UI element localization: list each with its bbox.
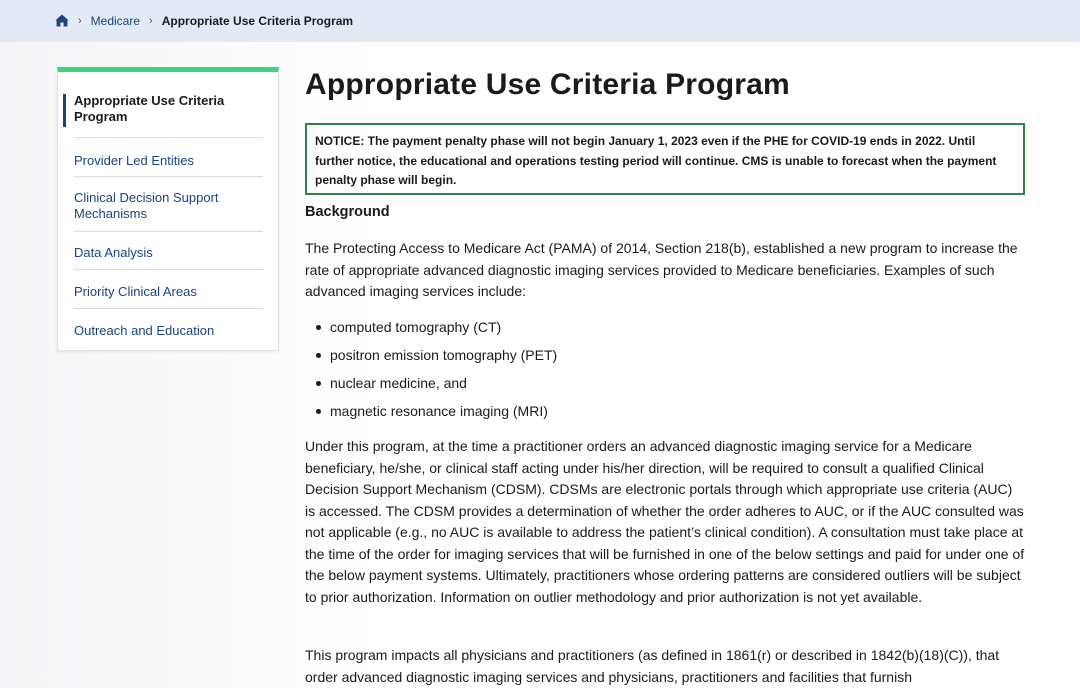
sidebar-item-clinical-decision-support-mechanisms[interactable]: Clinical Decision Support Mechanisms [74,190,219,221]
notice-box: NOTICE: The payment penalty phase will not begin January 1, 2023 even if the PHE for COVID-19 ends in 2022. Until further notice, the educational and operations testing period will continue. CMS is unable to forecast when the payment penalty phase will begin. [305,123,1025,195]
breadcrumb-link-medicare[interactable]: Medicare [90,14,141,28]
breadcrumb-separator: › [78,15,82,27]
nav-divider [74,231,263,232]
nav-divider [74,269,263,270]
sidebar-item-priority-clinical-areas[interactable]: Priority Clinical Areas [74,284,197,299]
nav-divider [74,308,263,309]
list-item: magnetic resonance imaging (MRI) [316,401,916,429]
breadcrumb-separator: › [149,15,153,27]
sidebar-item-data-analysis[interactable]: Data Analysis [74,245,153,260]
list-item: nuclear medicine, and [316,373,916,401]
nav-divider [74,137,263,138]
sidebar-item-appropriate-use-criteria-program[interactable]: Appropriate Use Criteria Program [74,93,225,124]
page-title: Appropriate Use Criteria Program [305,68,790,101]
imaging-services-list [316,317,916,429]
list-item: computed tomography (CT) [316,317,916,345]
background-heading: Background [305,204,390,220]
breadcrumb-current: Appropriate Use Criteria Program [161,14,354,28]
sidebar-item-provider-led-entities[interactable]: Provider Led Entities [74,153,194,168]
sidebar-item-outreach-and-education[interactable]: Outreach and Education [74,323,215,338]
active-indicator [63,94,66,127]
list-item: positron emission tomography (PET) [316,345,916,373]
sidebar-nav [57,67,279,351]
home-icon[interactable] [55,14,69,28]
breadcrumb [0,0,1080,42]
paragraph-program-impact: This program impacts all physicians and practitioners (as defined in 1861(r) or described in 1842(b)(18)(C)), that order advanced diagnostic imaging services and physicians, practitioners and facilities that furnish [305,647,1000,685]
nav-divider [74,176,263,177]
paragraph-intro: The Protecting Access to Medicare Act (PAMA) of 2014, Section 218(b), established a new program to increase the rate of appropriate advanced diagnostic imaging services provided to Medicare beneficiaries. Examples of such advanced imaging services include: [305,240,1018,299]
paragraph-program-details: Under this program, at the time a practitioner orders an advanced diagnostic imaging service for a Medicare beneficiary, he/she, or clinical staff acting under his/her direction, will be required to consult a qualified Clinical Decision Support Mechanism (CDSM). CDSMs are electronic portals through which appropriate use criteria (AUC) is accessed. The CDSM provides a determination of whether the order adheres to AUC, or if the AUC consulted was not applicable (e.g., no AUC is available to address the patient’s clinical condition). A consultation must take place at the time of the order for imaging services that will be furnished in one of the below settings and paid for under one of the below payment systems. Ultimately, practitioners whose ordering patterns are considered outliers will be subject to prior authorization. Information on outlier methodology and prior authorization is not yet available. [305,438,1025,605]
